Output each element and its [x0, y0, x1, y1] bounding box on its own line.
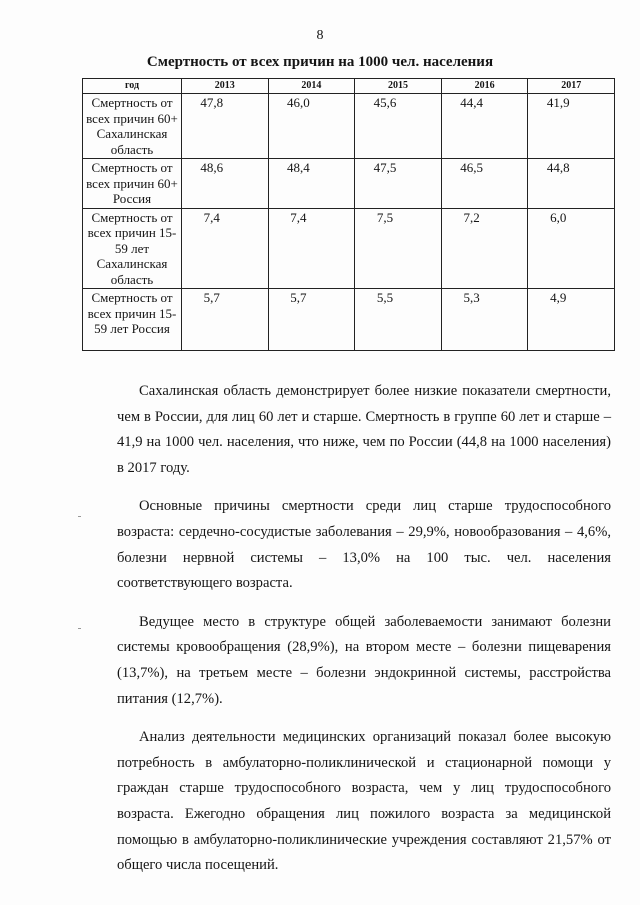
table-cell: 46,5 [441, 159, 528, 209]
mortality-table [82, 78, 615, 351]
header-2015: 2015 [355, 79, 442, 94]
table-cell: 6,0 [528, 208, 615, 289]
paragraph: Основные причины смертности среди лиц старше трудоспособного возраста: сердечно-сосудистые заболевания – 29,9%, новообразования – 4,6%, болезни нервной системы – 13,0% на 100 тыс. чел. населения соответствующего возраста. [117, 498, 611, 592]
header-2014: 2014 [268, 79, 355, 94]
table-cell: 4,9 [528, 289, 615, 351]
table-cell: 5,5 [355, 289, 442, 351]
body-text [117, 379, 611, 892]
table-cell: 7,2 [441, 208, 528, 289]
table-cell: 47,8 [182, 94, 269, 159]
table-cell: 46,0 [268, 94, 355, 159]
table-cell: 44,8 [528, 159, 615, 209]
scan-speck [78, 516, 81, 517]
row-label: Смертность от всех причин 15-59 лет Сахалинская область [83, 208, 182, 289]
table-cell: 47,5 [355, 159, 442, 209]
table-cell: 41,9 [528, 94, 615, 159]
table-row [83, 159, 615, 209]
table-cell: 44,4 [441, 94, 528, 159]
table-cell: 7,4 [182, 208, 269, 289]
table-cell: 5,7 [182, 289, 269, 351]
table-cell: 7,5 [355, 208, 442, 289]
header-2016: 2016 [441, 79, 528, 94]
table-cell: 5,3 [441, 289, 528, 351]
table-row [83, 289, 615, 351]
table-cell: 7,4 [268, 208, 355, 289]
header-2017: 2017 [528, 79, 615, 94]
scan-speck [78, 628, 81, 629]
paragraph: Сахалинская область демонстрирует более низкие показатели смертности, чем в России, для лиц 60 лет и старше. Смертность в группе 60 лет и старше – 41,9 на 1000 чел. населения, что ниже, чем по России (44,8 на 1000 населения) в 2017 году. [117, 383, 611, 476]
table-cell: 48,6 [182, 159, 269, 209]
table-title: Смертность от всех причин на 1000 чел. населения [146, 54, 494, 70]
table-header-row [83, 79, 615, 94]
table-cell: 5,7 [268, 289, 355, 351]
page-number: 8 [316, 28, 324, 43]
row-label: Смертность от всех причин 60+ Сахалинская область [83, 94, 182, 159]
table-cell: 48,4 [268, 159, 355, 209]
row-label: Смертность от всех причин 15-59 лет Россия [83, 289, 182, 351]
header-2013: 2013 [182, 79, 269, 94]
table-row [83, 208, 615, 289]
header-year: год [83, 79, 182, 94]
row-label: Смертность от всех причин 60+ Россия [83, 159, 182, 209]
paragraph: Ведущее место в структуре общей заболеваемости занимают болезни системы кровообращения (28,9%), на втором месте – болезни пищеварения (13,7%), на третьем месте – болезни эндокринной системы, расстройства питания (12,7%). [117, 613, 611, 707]
table-row [83, 94, 615, 159]
paragraph: Анализ деятельности медицинских организаций показал более высокую потребность в амбулаторно-поликлинической и стационарной помощи у граждан старше трудоспособного возраста, чем у лиц трудоспособного возраста. Ежегодно обращения лиц пожилого возраста за медицинской помощью в амбулаторно-поликлинические учреждения составляют 21,57% от общего числа посещений. [117, 729, 611, 874]
table-cell: 45,6 [355, 94, 442, 159]
